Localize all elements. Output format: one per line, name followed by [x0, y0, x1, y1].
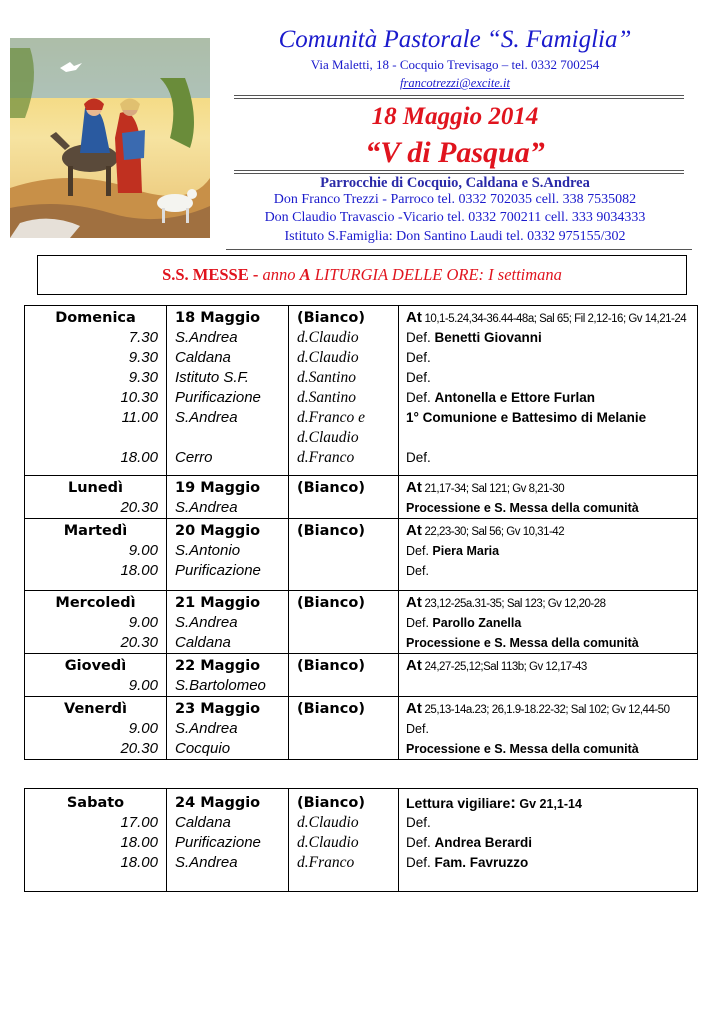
celebrant: d.Franco	[297, 449, 355, 466]
intention-prefix: Def.	[406, 722, 429, 736]
celebrant: d.Claudio	[297, 814, 359, 831]
intention-prefix: Def.	[406, 815, 431, 830]
day-date: 23 Maggio	[175, 701, 261, 717]
vigil-reading-colon: :	[510, 793, 516, 812]
address: Via Maletti, 18 - Cocquio Trevisago – tel. 0332 700254	[310, 57, 600, 72]
liturgical-color: (Bianco)	[297, 595, 365, 611]
banner-year-letter: A	[299, 265, 311, 284]
mass-intention	[399, 328, 697, 348]
celebrant	[289, 719, 398, 739]
banner-year-prefix: anno	[262, 265, 300, 284]
intention-name: Benetti Giovanni	[434, 330, 542, 345]
vigil-reading	[399, 793, 697, 813]
intention-name: Processione e S. Messa della comunità	[406, 742, 639, 756]
mass-place: S.Andrea	[175, 720, 238, 737]
reading-ref: 23,12-25a.31-35; Sal 123; Gv 12,20-28	[421, 598, 606, 610]
parishes-heading: Parrocchie di Cocquio, Caldana e S.Andrea	[320, 175, 590, 191]
mass-time: 20.30	[120, 499, 158, 516]
day-name: Giovedì	[64, 658, 127, 674]
mass-time: 17.00	[120, 814, 158, 831]
mass-intention	[399, 739, 697, 759]
divider	[234, 98, 684, 99]
day-row	[25, 306, 698, 476]
day-date: 22 Maggio	[175, 658, 261, 674]
banner-prefix: S.S. MESSE -	[162, 265, 263, 284]
mass-intention	[399, 541, 697, 561]
mass-intention	[399, 719, 697, 739]
reading-book: At	[406, 522, 422, 539]
celebrant: d.Claudio	[297, 329, 359, 346]
liturgical-color: (Bianco)	[297, 701, 365, 717]
mass-intention	[399, 833, 697, 853]
clergy-line: Don Claudio Travascio -Vicario tel. 0332 700211 cell. 333 9034333	[264, 210, 646, 225]
day-name: Lunedì	[67, 480, 124, 496]
mass-place: Cerro	[175, 449, 213, 466]
liturgical-color: (Bianco)	[297, 795, 365, 811]
bulletin-date: 18 Maggio 2014	[371, 103, 539, 130]
celebrant	[289, 739, 398, 759]
mass-time: 20.30	[120, 740, 158, 757]
intention-name: Piera Maria	[432, 544, 500, 558]
mass-place: S.Andrea	[175, 329, 238, 346]
mass-place: S.Andrea	[175, 614, 238, 631]
reading-book: At	[406, 700, 422, 717]
mass-place	[167, 428, 288, 448]
intention-name: Parollo Zanella	[432, 616, 522, 630]
mass-time: 9.30	[128, 369, 158, 386]
celebrant	[289, 498, 398, 518]
reading-book: At	[406, 479, 422, 496]
liturgical-sunday: “V di Pasqua”	[365, 136, 545, 169]
mass-intention	[399, 368, 697, 388]
day-name: Mercoledì	[55, 595, 136, 611]
reading-ref: 24,27-25,12;Sal 113b; Gv 12,17-43	[421, 661, 587, 673]
saturday-row	[25, 789, 698, 892]
mass-time: 9.00	[128, 542, 158, 559]
mass-time: 9.00	[128, 720, 158, 737]
celebrant	[289, 561, 398, 581]
clergy-line: Istituto S.Famiglia: Don Santino Laudi tel. 0332 975155/302	[284, 229, 626, 244]
mass-time: 20.30	[120, 634, 158, 651]
intention-name: Processione e S. Messa della comunità	[406, 501, 639, 515]
celebrant	[289, 541, 398, 561]
mass-place: Purificazione	[175, 389, 261, 406]
mass-place: Purificazione	[175, 834, 261, 851]
mass-time: 18.00	[120, 854, 158, 871]
mass-intention	[399, 561, 697, 581]
reading-book: At	[406, 594, 422, 611]
mass-place: Purificazione	[175, 562, 261, 579]
mass-intention	[399, 388, 697, 408]
day-row	[25, 591, 698, 654]
intention-prefix: Def.	[406, 450, 431, 465]
celebrant	[289, 633, 398, 653]
day-name: Domenica	[55, 310, 136, 326]
celebrant: d.Claudio	[297, 349, 359, 366]
vigil-reading-label: Lettura vigiliare	[406, 795, 511, 811]
mass-place: Caldana	[175, 814, 231, 831]
divider	[234, 173, 684, 174]
divider	[234, 170, 684, 171]
banner-suffix: LITURGIA DELLE ORE: I settimana	[310, 265, 562, 284]
day-name: Venerdì	[64, 701, 127, 717]
celebrant: d.Santino	[297, 389, 356, 406]
day-name: Martedì	[63, 523, 128, 539]
intention-prefix: Def.	[406, 855, 435, 870]
clergy-line: Don Franco Trezzi - Parroco tel. 0332 702035 cell. 338 7535082	[273, 192, 637, 207]
intention-prefix: Def.	[406, 390, 435, 405]
day-name: Sabato	[66, 795, 125, 811]
divider	[226, 249, 692, 250]
saturday-masses-table	[24, 788, 698, 892]
divider	[234, 95, 684, 96]
mass-place: S.Andrea	[175, 409, 238, 426]
mass-time: 9.00	[128, 614, 158, 631]
intention-prefix: Def.	[406, 350, 431, 365]
day-date: 24 Maggio	[175, 795, 261, 811]
daily-readings	[399, 308, 697, 328]
mass-place: S.Andrea	[175, 499, 238, 516]
mass-intention	[399, 448, 697, 468]
celebrant: d.Franco e	[297, 409, 366, 426]
liturgical-color: (Bianco)	[297, 480, 365, 496]
intention-name: Processione e S. Messa della comunità	[406, 636, 639, 650]
daily-readings	[399, 699, 697, 719]
mass-intention	[399, 408, 697, 428]
mass-intention	[399, 813, 697, 833]
intention-name: 1° Comunione e Battesimo di Melanie	[406, 410, 647, 425]
masses-banner	[37, 255, 687, 295]
community-title: Comunità Pastorale “S. Famiglia”	[278, 26, 632, 53]
intention-name: Andrea Berardi	[434, 835, 533, 850]
intention-prefix: Def.	[406, 835, 435, 850]
intention-prefix: Def.	[406, 616, 433, 630]
reading-book: At	[406, 657, 422, 674]
celebrant: d.Claudio	[297, 429, 359, 446]
celebrant	[289, 613, 398, 633]
intention-prefix: Def.	[406, 564, 429, 578]
liturgical-color: (Bianco)	[297, 310, 365, 326]
reading-ref: 10,1-5.24,34-36.44-48a; Sal 65; Fil 2,12-16; Gv 14,21-24	[421, 313, 687, 325]
mass-place: Istituto S.F.	[175, 369, 249, 386]
day-date: 18 Maggio	[175, 310, 261, 326]
mass-place: S.Bartolomeo	[175, 677, 266, 694]
mass-time: 18.00	[120, 834, 158, 851]
day-row	[25, 519, 698, 591]
holy-family-painting	[10, 38, 210, 238]
daily-readings	[399, 656, 697, 676]
daily-readings	[399, 593, 697, 613]
daily-readings	[399, 521, 697, 541]
mass-place: S.Andrea	[175, 854, 238, 871]
celebrant: d.Franco	[297, 854, 355, 871]
reading-ref: 25,13-14a.23; 26,1.9-18.22-32; Sal 102; Gv 12,44-50	[421, 704, 670, 716]
mass-intention	[399, 676, 697, 696]
day-row	[25, 654, 698, 697]
mass-time: 9.30	[128, 349, 158, 366]
reading-ref: 22,23-30; Sal 56; Gv 10,31-42	[421, 526, 565, 538]
daily-readings	[399, 478, 697, 498]
liturgical-color: (Bianco)	[297, 658, 365, 674]
reading-book: At	[406, 309, 422, 326]
mass-place: Cocquio	[175, 740, 231, 757]
mass-time: 9.00	[128, 677, 158, 694]
mass-time: 18.00	[120, 449, 158, 466]
day-date: 19 Maggio	[175, 480, 261, 496]
mass-intention	[399, 853, 697, 873]
celebrant	[289, 676, 398, 696]
day-date: 20 Maggio	[175, 523, 261, 539]
mass-place: Caldana	[175, 634, 231, 651]
weekly-masses-table	[24, 305, 698, 760]
email-link[interactable]: francotrezzi@excite.it	[400, 76, 510, 90]
day-row	[25, 476, 698, 519]
mass-intention	[399, 428, 697, 448]
intention-name: Antonella e Ettore Furlan	[434, 390, 596, 405]
intention-prefix: Def.	[406, 370, 431, 385]
mass-place: S.Antonio	[175, 542, 241, 559]
mass-intention	[399, 348, 697, 368]
liturgical-color: (Bianco)	[297, 523, 365, 539]
intention-name: Fam. Favruzzo	[434, 855, 529, 870]
vigil-reading-ref: Gv 21,1-14	[515, 797, 582, 811]
reading-ref: 21,17-34; Sal 121; Gv 8,21-30	[421, 483, 565, 495]
mass-time	[25, 428, 166, 448]
celebrant: d.Claudio	[297, 834, 359, 851]
mass-time: 7.30	[128, 329, 158, 346]
celebrant: d.Santino	[297, 369, 356, 386]
mass-place: Caldana	[175, 349, 231, 366]
intention-prefix: Def.	[406, 544, 433, 558]
mass-time: 11.00	[121, 409, 158, 426]
mass-intention	[399, 633, 697, 653]
mass-intention	[399, 613, 697, 633]
day-date: 21 Maggio	[175, 595, 261, 611]
mass-time: 10.30	[120, 389, 158, 406]
day-row	[25, 697, 698, 760]
mass-intention	[399, 498, 697, 518]
intention-prefix: Def.	[406, 330, 435, 345]
mass-time: 18.00	[120, 562, 158, 579]
